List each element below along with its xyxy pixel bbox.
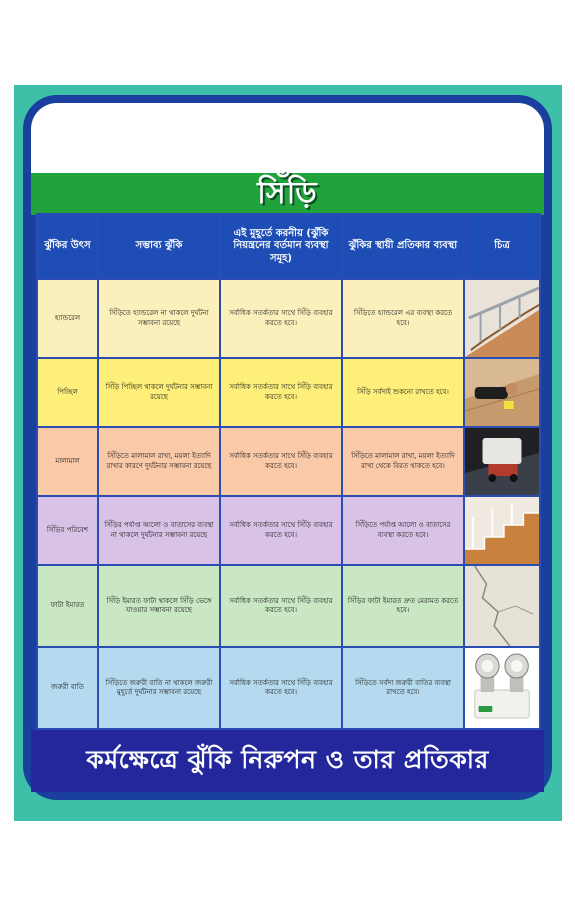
- permanent-remedy-cell-text: সিঁড়ি সর্বদাই শুকনো রাখতে হবে।: [357, 387, 449, 396]
- current-action-cell-text: সর্বাধিক সতর্কতার সাথে সিঁড়ি ব্যবহার করতে হবে।: [229, 309, 333, 327]
- possible-risk-cell: [98, 427, 220, 496]
- footer-slogan: কর্মক্ষেত্রে ঝুঁকি নিরুপন ও তার প্রতিকার: [86, 744, 489, 774]
- current-action-cell: [220, 358, 342, 427]
- permanent-remedy-cell-text: সিঁড়ির ফাটা ইমারত দ্রুত মেরামত করতে হবে।: [347, 596, 459, 614]
- current-action-cell: [220, 647, 342, 729]
- title-banner: [31, 173, 544, 215]
- risk-source-cell: [37, 565, 98, 647]
- risk-table: [36, 213, 541, 730]
- permanent-remedy-cell: [342, 427, 464, 496]
- possible-risk-cell: [98, 496, 220, 565]
- risk-source-cell: [37, 647, 98, 729]
- poster-header-space: [31, 103, 544, 173]
- risk-source-cell: [37, 358, 98, 427]
- table-row: [37, 427, 540, 496]
- permanent-remedy-cell: [342, 565, 464, 647]
- risk-source-cell-text: ফাটা ইমারত: [50, 601, 85, 610]
- current-action-cell-text: সর্বাধিক সতর্কতার সাথে সিঁড়ি ব্যবহার করতে হবে।: [229, 383, 333, 401]
- current-action-cell-text: সর্বাধিক সতর্কতার সাথে সিঁড়ি ব্যবহার করতে হবে।: [229, 521, 333, 539]
- possible-risk-cell: [98, 358, 220, 427]
- handrail-photo: [464, 279, 540, 358]
- slippery-photo: [464, 358, 540, 427]
- poster-title: সিঁড়ি: [257, 175, 318, 211]
- risk-source-cell: [37, 427, 98, 496]
- risk-source-cell-text: হ্যান্ডরেল: [54, 313, 81, 322]
- permanent-remedy-cell-text: সিঁড়িতে মালামাল রাখা, ময়লা ইত্যাদি রাখা থেকে বিরত থাকতে হবে।: [351, 452, 455, 470]
- current-action-cell-text: সর্বাধিক সতর্কতার সাথে সিঁড়ি ব্যবহার করতে হবে।: [229, 678, 333, 696]
- table-header-row: [37, 214, 540, 279]
- current-action-cell: [220, 427, 342, 496]
- stairs-photo: [464, 496, 540, 565]
- possible-risk-cell-text: সিঁড়িতে হ্যান্ডরেল না থাকলে দুর্ঘটনা সম্ভাবনা রয়েছে: [109, 309, 209, 327]
- table-row: [37, 565, 540, 647]
- risk-source-cell: [37, 279, 98, 358]
- risk-source-cell: [37, 496, 98, 565]
- emergency-light-photo: [464, 647, 540, 729]
- header-possible-risk: সম্ভাব্য ঝুঁকি: [98, 214, 220, 279]
- possible-risk-cell-text: সিঁড়ি ইমারত ফাটা থাকলে সিঁড়ি ভেঙ্গে যাওয়ার সম্ভাবনা রয়েছে: [106, 596, 212, 614]
- permanent-remedy-cell-text: সিঁড়িতে পর্যাপ্ত আলো ও বাতাসের ব্যবস্থা করতে হবে।: [355, 521, 451, 539]
- current-action-cell: [220, 565, 342, 647]
- table-row: [37, 647, 540, 729]
- risk-source-cell-text: পিচ্ছিল: [57, 387, 78, 396]
- header-risk-source: ঝুঁকির উৎস: [37, 214, 98, 279]
- permanent-remedy-cell: [342, 279, 464, 358]
- permanent-remedy-cell: [342, 496, 464, 565]
- header-permanent-remedy: ঝুঁকির স্থায়ী প্রতিকার ব্যবস্থা: [342, 214, 464, 279]
- possible-risk-cell-text: সিঁড়িতে মালামাল রাখা, ময়লা ইত্যাদি রাখার কারণে দুর্ঘটনার সম্ভাবনা রয়েছে: [106, 452, 212, 470]
- permanent-remedy-cell-text: সিঁড়িতে সর্বদা জরুরী বাতির ব্যবস্থা রাখতে হবে।: [355, 678, 451, 696]
- possible-risk-cell: [98, 647, 220, 729]
- risk-source-cell-text: সিঁড়ির পরিবেশ: [46, 525, 89, 534]
- possible-risk-cell-text: সিঁড়িতে জরুরী বাতি না থাকলে জরুরী মুহূর্তে দুর্ঘটনার সম্ভাবনা রয়েছে: [105, 678, 213, 696]
- possible-risk-cell-text: সিঁড়ি পিচ্ছিল থাকলে দুর্ঘটনার সম্ভাবনা রয়েছে: [105, 383, 213, 401]
- current-action-cell: [220, 496, 342, 565]
- permanent-remedy-cell: [342, 647, 464, 729]
- risk-source-cell-text: জরুরী বাতি: [51, 683, 84, 692]
- possible-risk-cell: [98, 565, 220, 647]
- permanent-remedy-cell-text: সিঁড়িতে হ্যান্ডরেল এর ব্যবস্থা করতে হবে।: [353, 309, 453, 327]
- table-row: [37, 279, 540, 358]
- header-current-action: এই মুহূর্তে করনীয় (ঝুঁকি নিয়ন্ত্রনের বর্তমান ব্যবস্থা সমূহ): [220, 214, 342, 279]
- current-action-cell-text: সর্বাধিক সতর্কতার সাথে সিঁড়ি ব্যবহার করতে হবে।: [229, 452, 333, 470]
- risk-source-cell-text: মালামাল: [55, 456, 80, 465]
- possible-risk-cell: [98, 279, 220, 358]
- goods-photo: [464, 427, 540, 496]
- permanent-remedy-cell: [342, 358, 464, 427]
- table-row: [37, 496, 540, 565]
- current-action-cell-text: সর্বাধিক সতর্কতার সাথে সিঁড়ি ব্যবহার করতে হবে।: [229, 596, 333, 614]
- crack-photo: [464, 565, 540, 647]
- footer-banner: [31, 730, 544, 792]
- current-action-cell: [220, 279, 342, 358]
- table-row: [37, 358, 540, 427]
- possible-risk-cell-text: সিঁড়ির পর্যাপ্ত আলো ও বাতাসের ব্যবস্থা না থাকলে দুর্ঘটনার সম্ভাবনা রয়েছে: [104, 521, 214, 539]
- header-image: চিত্র: [464, 214, 540, 279]
